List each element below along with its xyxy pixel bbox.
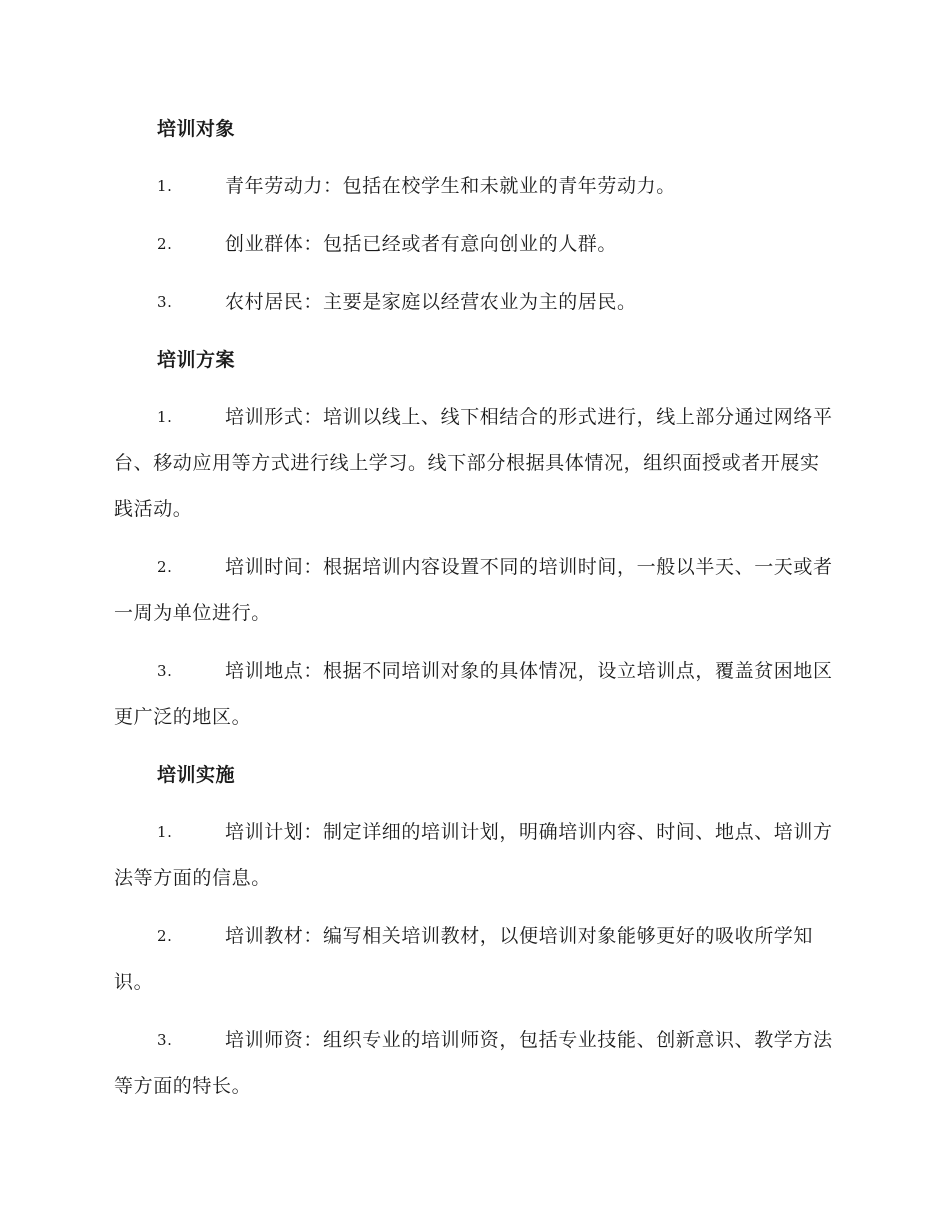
item-text: 培训师资：组织专业的培训师资，包括专业技能、创新意识、教学方法等方面的特长。 [114, 1029, 833, 1097]
section-heading: 培训方案 [157, 349, 236, 371]
item-number: 3. [157, 1031, 173, 1049]
item-number: 2. [157, 558, 173, 576]
section-heading: 培训对象 [157, 118, 236, 140]
item-text: 创业群体：包括已经或者有意向创业的人群。 [225, 233, 618, 255]
list-item [114, 913, 836, 1005]
item-number: 2. [157, 927, 173, 945]
list-item [114, 809, 836, 901]
item-text: 培训形式：培训以线上、线下相结合的形式进行，线上部分通过网络平台、移动应用等方式进行线上学习。线下部分根据具体情况，组织面授或者开展实践活动。 [114, 406, 833, 520]
item-number: 1. [157, 823, 173, 841]
section-training-targets [114, 114, 836, 333]
section-heading: 培训实施 [157, 764, 236, 786]
list-item [114, 221, 836, 267]
list-item [114, 544, 836, 636]
list-item [114, 163, 836, 209]
item-text: 培训地点：根据不同培训对象的具体情况，设立培训点，覆盖贫困地区更广泛的地区。 [114, 660, 833, 728]
item-text: 培训计划：制定详细的培训计划，明确培训内容、时间、地点、培训方法等方面的信息。 [114, 821, 833, 889]
item-number: 1. [157, 177, 173, 195]
item-number: 3. [157, 293, 173, 311]
list-item [114, 1017, 836, 1109]
list-item [114, 279, 836, 325]
item-number: 2. [157, 235, 173, 253]
section-training-plan [114, 345, 836, 748]
item-number: 3. [157, 662, 173, 680]
section-training-implementation [114, 760, 836, 1117]
item-number: 1. [157, 408, 173, 426]
item-text: 培训教材：编写相关培训教材，以便培训对象能够更好的吸收所学知识。 [114, 925, 814, 993]
list-item [114, 394, 836, 532]
item-text: 青年劳动力：包括在校学生和未就业的青年劳动力。 [225, 175, 676, 197]
item-text: 农村居民：主要是家庭以经营农业为主的居民。 [225, 291, 637, 313]
list-item [114, 648, 836, 740]
item-text: 培训时间：根据培训内容设置不同的培训时间，一般以半天、一天或者一周为单位进行。 [114, 556, 833, 624]
